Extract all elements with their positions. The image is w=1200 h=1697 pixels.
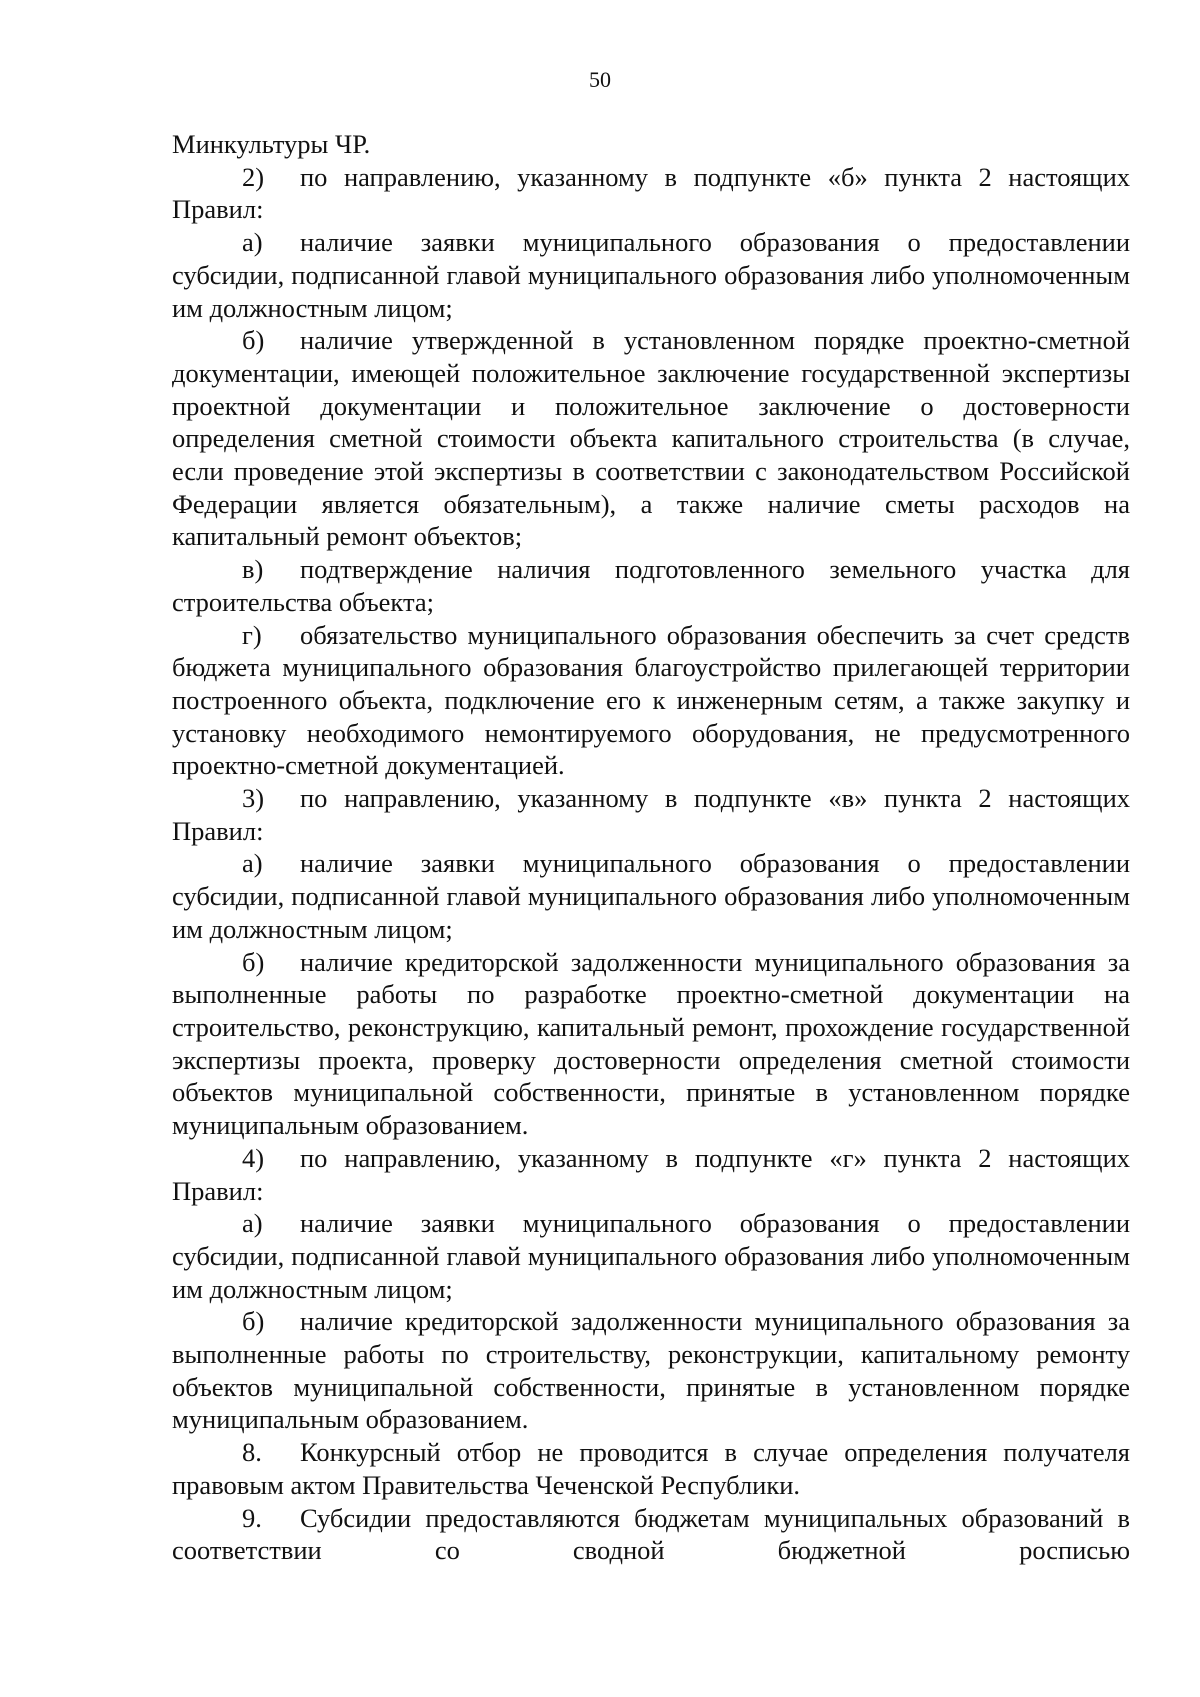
paragraph-text: Конкурсный отбор не проводится в случае определения получателя правовым актом Правительства Чеченской Республики.	[172, 1437, 1130, 1500]
paragraph-marker: в)	[242, 554, 264, 585]
paragraph-subitem-b	[172, 324, 1130, 553]
paragraph-text: наличие утвержденной в установленном порядке проектно-сметной документации, имеющей положительное заключение государственной экспертизы проектной документации и положительное заключение о достоверности определения сметной стоимости объекта капитального строительства (в случае, если проведение этой экспертизы в соответствии с законодательством Российской Федерации является обязательным), а также наличие сметы расходов на капитальный ремонт объектов;	[172, 325, 1130, 552]
paragraph-text: обязательство муниципального образования обеспечить за счет средств бюджета муниципального образования благоустройство прилегающей территории построенного объекта, подключение его к инженерным сетям, а также закупку и установку необходимого немонтируемого оборудования, не предусмотренного проектно-сметной документацией.	[172, 619, 1130, 781]
page-number: 50	[589, 67, 611, 92]
paragraph-clause-9	[172, 1502, 1130, 1567]
paragraph-item-3	[172, 782, 1130, 847]
paragraph-subitem-a	[172, 226, 1130, 324]
paragraph-marker: 4)	[242, 1142, 265, 1173]
paragraph-marker: а)	[242, 848, 263, 879]
paragraph-subitem-a	[172, 1207, 1130, 1305]
paragraph-marker: б)	[242, 325, 265, 356]
paragraph-marker: 8.	[242, 1437, 262, 1468]
paragraph-text: наличие заявки муниципального образования о предоставлении субсидии, подписанной главой муниципального образования либо уполномоченным им должностным лицом;	[172, 848, 1130, 944]
paragraph-text: наличие заявки муниципального образования о предоставлении субсидии, подписанной главой муниципального образования либо уполномоченным им должностным лицом;	[172, 1208, 1130, 1304]
paragraph-text: Минкультуры ЧР.	[172, 129, 371, 159]
paragraph-subitem-a	[172, 847, 1130, 945]
paragraph-text: по направлению, указанному в подпункте «б» пункта 2 настоящих Правил:	[172, 161, 1130, 225]
paragraph-marker: 3)	[242, 783, 265, 814]
paragraph-marker: б)	[242, 1306, 265, 1337]
paragraph-subitem-b	[172, 1305, 1130, 1436]
paragraph-marker: а)	[242, 1208, 263, 1239]
paragraph-subitem-g	[172, 619, 1130, 783]
paragraph-text: наличие кредиторской задолженности муниципального образования за выполненные работы по строительству, реконструкции, капитальному ремонту объектов муниципальной собственности, принятые в установленном порядке муниципальным образованием.	[172, 1306, 1130, 1435]
paragraph-marker: б)	[242, 946, 265, 977]
paragraph-text: по направлению, указанному в подпункте «в» пункта 2 настоящих Правил:	[172, 783, 1130, 846]
paragraph-marker: а)	[242, 227, 263, 258]
paragraph-marker: 2)	[242, 161, 265, 192]
paragraph-text: подтверждение наличия подготовленного земельного участка для строительства объекта;	[172, 554, 1130, 617]
paragraph-text: наличие кредиторской задолженности муниципального образования за выполненные работы по разработке проектно-сметной документации на строительство, реконструкцию, капитальный ремонт, прохождение государственной экспертизы проекта, проверку достоверности определения сметной стоимости объектов муниципальной собственности, принятые в установленном порядке муниципальным образованием.	[172, 946, 1130, 1141]
paragraph-marker: г)	[242, 619, 262, 650]
paragraph-continuation	[172, 128, 1130, 161]
paragraph-text: по направлению, указанному в подпункте «г» пункта 2 настоящих Правил:	[172, 1142, 1130, 1206]
paragraph-item-2	[172, 161, 1130, 226]
paragraph-clause-8	[172, 1436, 1130, 1501]
paragraph-subitem-v	[172, 553, 1130, 618]
paragraph-text: Субсидии предоставляются бюджетам муниципальных образований в соответствии со сводной бюджетной росписью	[172, 1502, 1130, 1566]
paragraph-item-4	[172, 1142, 1130, 1207]
paragraph-subitem-b	[172, 946, 1130, 1142]
document-body	[172, 128, 1130, 1567]
paragraph-text: наличие заявки муниципального образования о предоставлении субсидии, подписанной главой муниципального образования либо уполномоченным им должностным лицом;	[172, 227, 1130, 323]
paragraph-marker: 9.	[242, 1502, 262, 1533]
